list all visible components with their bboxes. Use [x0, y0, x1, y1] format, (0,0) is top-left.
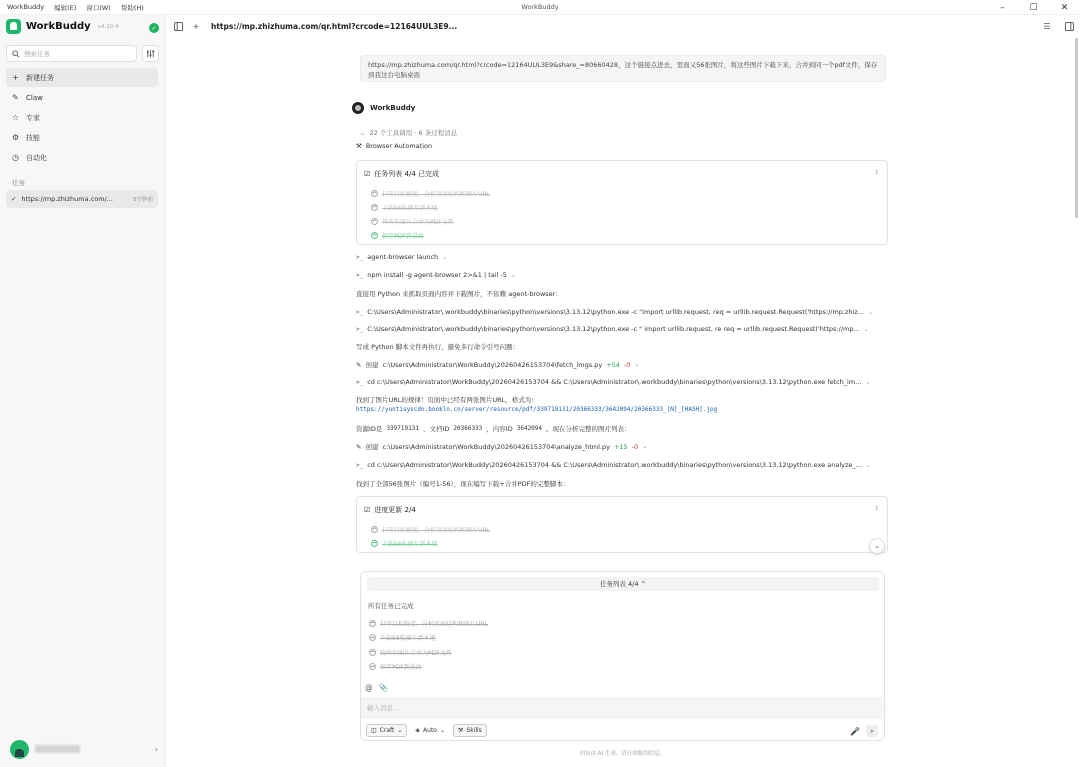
file-create-row[interactable]: ✎ 创建 c:\Users\Administrator\WorkBuddy\20260426153704\analyze_html.py +15 -0 ⌄ — [356, 442, 648, 451]
menu-edit[interactable]: 编辑(E) — [54, 3, 77, 12]
all-done-status: 所有任务已完成 — [368, 602, 414, 610]
collapse-icon[interactable]: ↕ — [873, 169, 879, 176]
progress-list — [371, 522, 490, 550]
task-panel-header: 任务列表 4/4 — [599, 580, 639, 588]
chevron-down-icon: ⌄ — [510, 271, 516, 279]
command-row[interactable]: >_ cd c:\Users\Administrator\WorkBuddy\20260426153704 && C:\Users\Administrator\.workbuddy\binaries\python\versions\3.13.12\python.exe fetch_im... ⌄ — [356, 378, 871, 386]
assistant-text: 资源ID是 339719131 ，文档ID 20366333 ，内容ID 3642094 。现在分析完整的图片列表： — [356, 425, 631, 433]
sidebar-item-automation[interactable] — [6, 148, 158, 167]
assistant-text: 直接用 Python 来抓取页面内容并下载图片，不依赖 agent-browser： — [356, 290, 562, 298]
menu-help[interactable]: 帮助(H) — [120, 3, 144, 12]
model-label: Auto — [423, 727, 437, 734]
mode-label: Craft — [379, 727, 395, 734]
check-icon: ✓ — [372, 526, 377, 532]
panel-toggle-icon[interactable] — [1062, 19, 1076, 33]
top-bar — [167, 15, 1080, 37]
composer-panel — [360, 571, 885, 741]
brand — [6, 19, 118, 34]
tool-summary-text: 22 个工具调用 · 6 条过程消息 — [369, 129, 458, 137]
panel-task-list — [369, 616, 488, 674]
sidebar-item-label: 新建任务 — [26, 73, 54, 82]
command-row[interactable]: >_ npm install -g agent-browser 2>&1 | tail -5 ⌄ — [356, 271, 516, 279]
chevron-down-icon: ⌄ — [642, 443, 648, 450]
command-row[interactable]: >_ C:\Users\Administrator\.workbuddy\binaries\python\versions\3.13.12\python.exe -c "import urllib.request; req = urllib.request.Request('https://mp.zhiz... ⌄ — [356, 308, 873, 316]
check-icon: ✓ — [372, 190, 377, 196]
close-button[interactable]: ✕ — [1060, 2, 1069, 13]
menu-bar — [0, 3, 144, 12]
check-icon: ✓ — [372, 204, 377, 210]
terminal-icon: >_ — [356, 325, 364, 333]
agent-header — [352, 102, 415, 114]
input-attachments — [365, 683, 388, 692]
agent-name: WorkBuddy — [370, 104, 416, 112]
window-controls — [987, 0, 1080, 15]
mode-select[interactable] — [366, 724, 407, 737]
mention-icon[interactable]: @ — [365, 683, 373, 692]
check-icon: ✓ — [372, 218, 377, 224]
menu-window[interactable]: 窗口(W) — [86, 3, 111, 12]
task-row: ✓ 将所有图片合并为PDF文件 — [370, 649, 452, 657]
menu-workbuddy[interactable]: WorkBuddy — [7, 2, 45, 11]
terminal-icon: >_ — [356, 378, 364, 386]
assistant-text: 找到了全部56张图片（编号1-56），现在编写下载+合并PDF的完整脚本： — [356, 480, 570, 488]
search-box — [6, 45, 137, 62]
search-input[interactable] — [24, 50, 124, 58]
agent-avatar — [352, 102, 364, 114]
logo-icon — [6, 19, 21, 34]
task-row: ✓ 下载56张图片到本地 — [372, 204, 438, 212]
task-card-title: 任务列表 4/4 已完成 — [374, 170, 439, 178]
status-check-icon[interactable]: ✓ — [149, 23, 159, 33]
task-panel-toggle[interactable] — [367, 577, 879, 591]
task-row: ✓ 打开目标链接，分析页面结构和图片URL — [372, 526, 490, 534]
brand-name: WorkBuddy — [26, 21, 91, 32]
layers-icon: ◈ — [415, 727, 421, 734]
task-card-list — [371, 186, 490, 242]
sidebar-item-label: 技能 — [26, 133, 40, 142]
check-circle-icon: ☑ — [364, 506, 371, 514]
assistant-text: 写成 Python 脚本文件再执行，避免多行命令引号问题： — [356, 343, 520, 351]
check-icon: ✓ — [372, 232, 377, 238]
clock-icon: ◷ — [12, 153, 19, 162]
chevron-down-icon: ⌄ — [867, 308, 873, 316]
terminal-icon: >_ — [356, 271, 364, 279]
browser-automation-label: Browser Automation — [365, 142, 433, 150]
send-button[interactable]: ➤ — [866, 725, 878, 737]
progress-card-title: 进度更新 2/4 — [374, 506, 416, 514]
sidebar-item-label: 自动化 — [26, 153, 47, 162]
check-circle-icon: ☑ — [364, 170, 371, 178]
command-row[interactable]: >_ cd c:\Users\Administrator\WorkBuddy\20260426153704 && C:\Users\Administrator\.workbuddy\binaries\python\versions\3.13.12\python.exe analyze_... ⌄ — [356, 461, 871, 469]
avatar — [10, 740, 29, 759]
skills-icon: ⚙ — [11, 133, 20, 142]
craft-icon: ◫ — [371, 727, 377, 734]
sidebar-nav — [6, 68, 158, 168]
task-row: ✓ 保存PDF到桌面 — [370, 663, 422, 672]
plus-icon: + — [12, 73, 19, 82]
message-input-wrap — [361, 697, 884, 719]
microphone-icon[interactable]: 🎤 — [850, 726, 860, 736]
check-icon: ✓ — [370, 620, 375, 627]
filter-icon — [146, 49, 155, 58]
sidebar-item-claw[interactable] — [6, 88, 158, 107]
task-title: https://mp.zhizhuma.com/... — [21, 195, 113, 203]
sidebar-item-expert[interactable] — [6, 108, 158, 127]
user-profile[interactable] — [10, 739, 158, 759]
sidebar — [0, 15, 166, 767]
tool-summary-toggle[interactable] — [360, 128, 457, 137]
sidebar-toggle-icon[interactable] — [171, 19, 185, 33]
pencil-icon: ✎ — [356, 360, 362, 369]
skills-button[interactable] — [453, 724, 487, 737]
filter-button[interactable] — [142, 45, 159, 62]
scroll-down-button[interactable]: ⌄ — [869, 538, 885, 554]
task-row: ✓ 下载56张图片到本地 — [372, 540, 438, 548]
task-time: 5分钟前 — [133, 197, 153, 203]
scroll-thumb[interactable] — [1075, 38, 1078, 218]
terminal-icon: >_ — [356, 308, 364, 316]
command-row[interactable]: >_ C:\Users\Administrator\.workbuddy\binaries\python\versions\3.13.12\python.exe -c " import urllib.request, re req = urllib.request.Request('https://mp... ⌄ — [356, 325, 869, 333]
check-icon: ✓ — [370, 663, 375, 670]
chevron-up-icon: ⌃ — [640, 580, 647, 588]
topbar-actions — [1036, 19, 1076, 33]
terminal-icon: >_ — [356, 461, 364, 469]
input-area — [361, 680, 884, 740]
chevron-down-icon: ⌄ — [360, 128, 366, 137]
chevron-right-icon: › — [154, 744, 158, 754]
chevron-down-icon: ⌄ — [442, 253, 448, 261]
chevron-down-icon: ⌄ — [865, 378, 871, 386]
page-title: https://mp.zhizhuma.com/qr.html?crcode=12164UUL3E9... — [211, 21, 458, 31]
progress-card — [356, 496, 888, 553]
disclaimer: 内容由 AI 生成，请仔细甄别信息。 — [579, 751, 666, 757]
search-icon — [12, 50, 20, 58]
version-label: v4.10.4 — [97, 23, 119, 30]
check-icon: ✓ — [370, 649, 375, 656]
command-row[interactable]: >_ agent-browser launch ⌄ — [356, 253, 448, 261]
input-tools — [366, 724, 487, 737]
message-input[interactable] — [361, 697, 884, 719]
user-message: https://mp.zhizhuma.com/qr.html?crcode=12164UUL3E9&share_=80660428，这个链接点进去，里面又56张图片，将这些图片下载下来，合并到同一个pdf文件，保存到我这台电脑桌面 — [360, 55, 886, 82]
task-list-card — [356, 160, 888, 245]
pencil-icon: ✎ — [356, 442, 362, 451]
url-pattern[interactable]: https://yuntisyscdn.bookln.cn/server/resource/pdf/339719131/20366333/3642094/20366333_[N]_[HASH].jpg — [356, 406, 718, 413]
sidebar-item-skills[interactable] — [6, 128, 158, 147]
window-title: WorkBuddy — [521, 3, 559, 11]
skills-label: Skills — [466, 727, 482, 734]
user-name-redacted — [35, 745, 80, 753]
chevron-down-icon: ⌄ — [865, 461, 871, 469]
chevron-down-icon: ⌄ — [397, 727, 403, 734]
task-list-item[interactable] — [6, 190, 158, 208]
scrollbar[interactable] — [1075, 38, 1079, 558]
sidebar-item-new-task[interactable] — [6, 68, 158, 87]
tool-icon: ⚒ — [356, 142, 362, 150]
terminal-icon: >_ — [356, 253, 364, 261]
input-actions — [850, 725, 878, 737]
minimize-button[interactable]: – — [1000, 2, 1005, 13]
chevron-down-icon: ⌄ — [634, 361, 640, 368]
chevron-down-icon: ⌄ — [439, 727, 445, 734]
task-row: ✓ 将所有图片合并为PDF文件 — [372, 218, 454, 226]
model-select[interactable] — [411, 724, 449, 737]
claw-icon: ✎ — [12, 93, 19, 102]
file-create-row[interactable]: ✎ 创建 c:\Users\Administrator\WorkBuddy\20260426153704\fetch_imgs.py +54 -0 ⌄ — [356, 360, 640, 369]
title-bar — [0, 0, 1080, 15]
chevron-down-icon: ⌄ — [863, 325, 869, 333]
skills-icon: ⚒ — [458, 727, 464, 734]
check-icon: ✓ — [370, 634, 375, 641]
task-row: ✓ 打开目标链接，分析页面结构和图片URL — [370, 620, 488, 628]
attachment-icon[interactable]: 📎 — [378, 683, 388, 692]
task-row: ✓ 下载56张图片到本地 — [370, 634, 436, 643]
card-title — [364, 505, 416, 515]
expert-icon: ☆ — [11, 113, 20, 122]
assistant-text: 找到了图片URL的规律！页面中已经有两张图片URL，格式为: — [356, 396, 534, 404]
check-icon: ✓ — [11, 195, 17, 203]
menu-icon[interactable]: ☰ — [1043, 21, 1051, 31]
browser-automation-row[interactable] — [356, 142, 876, 150]
maximize-button[interactable]: ☐ — [1029, 2, 1038, 13]
new-tab-icon[interactable]: + — [192, 21, 200, 31]
sidebar-item-label: Claw — [26, 93, 43, 102]
card-title — [364, 169, 439, 179]
collapse-icon[interactable]: ↕ — [873, 505, 879, 512]
task-row: ✓ 打开目标链接，分析页面结构和图片URL — [372, 190, 490, 198]
sidebar-item-label: 专家 — [26, 113, 40, 122]
check-icon: ✓ — [372, 540, 377, 546]
task-row: ✓ 保存PDF到桌面 — [372, 232, 424, 240]
tasks-section-label: 任务 — [12, 179, 25, 187]
